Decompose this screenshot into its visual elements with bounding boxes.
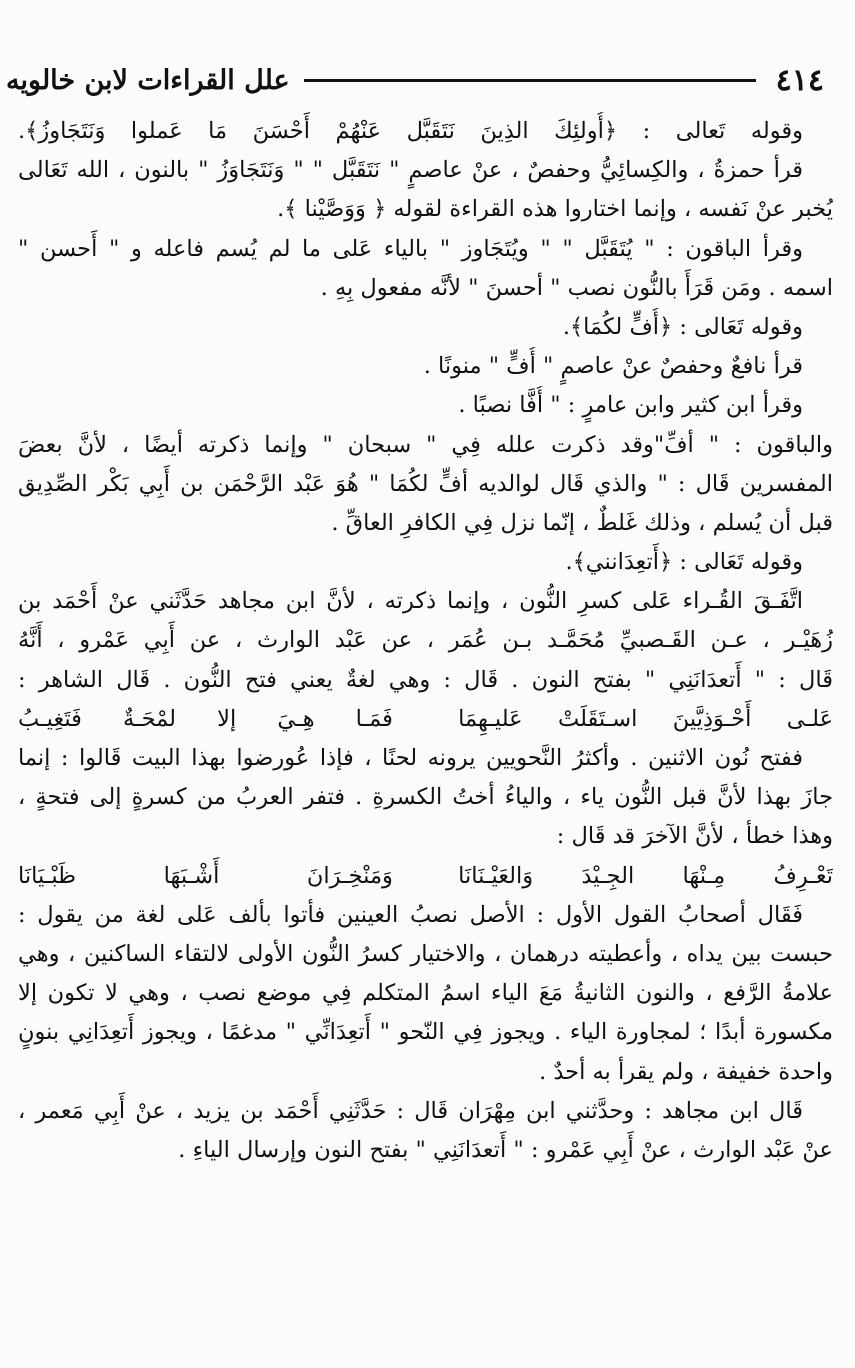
page-header — [6, 58, 824, 102]
text-line: قَال : " أَتعدَانَنِي " بفتح النون . قَال : وهي لغةٌ يعني فتح النُّون . قَال الشاهر : — [18, 666, 833, 693]
verse-first-half: عَلـى أَحْـوَذِيَّينَ اسـتَقَلَتْ عَليـهِمَا — [458, 705, 833, 732]
verse-second-half: فَمَـا هِـيَ إلا لمْحَـةٌ فَتَغِيـبُ — [18, 705, 393, 732]
text-line: اسمه . ومَن قَرَأَ بالنُّون نصب " أحسنَ " لأنَّه مفعول بِهِ . — [320, 274, 833, 301]
text-line: عنْ عَبْد الوارث ، عنْ أَبِي عَمْرو : " أَتعدَانَنِي " بفتح النون وإرسال الياءِ . — [178, 1136, 833, 1163]
page-body — [18, 112, 833, 1170]
text-line: مكسورة أبدًا ؛ لمجاورة الياء . ويجوز فِي النّحو " أَتعِدَانِّي " مدغمًا ، ويجوز أَتعِدَانِي بنونٍ — [18, 1019, 833, 1046]
text-line: جازَ بهذا لأنَّ قبل النُّون ياء ، والياءُ أختُ الكسرةِ . فتفر العربُ من كسرةٍ إلى فتحةٍ ، — [18, 784, 833, 811]
text-line: قبل أن يُسلم ، وذلك غَلطٌ ، إنّما نزل فِي الكافرِ العاقِّ . — [331, 509, 833, 536]
text-line: والباقون : " أفِّ"وقد ذكرت علله فِي " سبحان " وإنما ذكرته أيضًا ، لأنَّ بعضَ — [18, 431, 833, 458]
text-line: وهذا خطأ ، لأنَّ الآخرَ قد قَال : — [556, 823, 833, 850]
poetry-verse — [18, 857, 833, 896]
text-line: وقوله تَعَالى : ﴿أُفٍّ لكُمَا﴾. — [562, 313, 803, 340]
text-line: اتَّفَـقَ القُـراء عَلى كسرِ النُّون ، وإنما ذكرته ، لأنَّ ابن مجاهد حَدَّثَني عنْ أَحْمَد بن — [18, 588, 803, 615]
page-number: ٤١٤ — [775, 62, 824, 98]
text-line: المفسرين قَال : " والذي قَال لوالديه أفٍّ لكُمَا " هُوَ عَبْد الرَّحْمَن بن أَبِي بَكْر الصِّدِيق — [18, 470, 833, 497]
text-line: حبست بين يداه ، وأعطيته درهمان ، والاختيار كسرُ النُّون الأولى لالتقاء الساكنين ، وهي — [18, 940, 833, 967]
verse-first-half: تَعْـرِفُ مِـنْهَا الجِـيْدَ وَالعَيْـنَانَا — [458, 862, 833, 889]
text-line: وقرأ الباقون : " يُتَقَبَّل " " ويُتَجَاوز " بالياء عَلى ما لم يُسم فاعله و " أَحسن " — [18, 235, 803, 262]
text-line: واحدة خفيفة ، ولم يقرأ به أحدٌ . — [539, 1058, 833, 1085]
poetry-verse — [18, 700, 833, 739]
text-line: يُخبر عنْ نَفسه ، وإنما اختاروا هذه القراءة لقوله ﴿ وَوَصَّيْنا ﴾. — [277, 196, 833, 223]
text-line: علامةُ الرَّفع ، والنون الثانيةُ مَعَ الياء اسمُ المتكلم فِي موضع نصب ، وهي لا تكون إلا — [18, 980, 833, 1007]
running-title: علل القراءات لابن خالويه — [6, 64, 290, 96]
text-line: قرأ نافعٌ وحفصٌ عنْ عاصمٍ " أُفٍّ " منونًا . — [423, 353, 803, 380]
verse-second-half: وَمَنْخِـرَانَ أَشْـبَهَا ظَبْـيَانَا — [18, 862, 393, 889]
text-line: فَقَال أصحابُ القول الأول : الأصل نصبُ العينين فأتوا بألف عَلى لغة من يقول : — [18, 901, 803, 928]
text-line: وقرأ ابن كثير وابن عامرٍ : " أُفَّا نصبًا . — [458, 392, 803, 419]
header-rule — [304, 79, 756, 82]
text-line: قرأ حمزةُ ، والكِسائِيُّ وحفصٌ ، عنْ عاصمٍ " نَتَقَبَّل " " وَنَتَجَاوَزُ " بالنون ، الله تَعَالى — [18, 157, 803, 184]
text-line: زُهَيْـر ، عـن القَـصبيِّ مُحَمَّـد بـن عُمَر ، عن عَبْد الوارث ، عن أَبِي عَمْرو ، أَنَّهُ — [18, 627, 833, 654]
text-line: وقوله تَعَالى : ﴿أَتعِدَانني﴾. — [565, 549, 803, 576]
text-line: قَال ابن مجاهد : وحدَّثني ابن مِهْرَان قَال : حَدَّثَنِي أَحْمَد بن يزيد ، عنْ أَبِي مَعمر ، — [18, 1097, 803, 1124]
text-line: وقوله تَعالى : ﴿أُولئِكَ الذِينَ نَتَقَبَّل عَنْهُمْ أَحْسَنَ مَا عَملوا وَنَتَجَاوزُ﴾. — [18, 118, 803, 144]
text-line: ففتح نُون الاثنين . وأكثرُ النَّحويين يرونه لحنًا ، فإذا عُورضوا بهذا البيت قَالوا : إنما — [18, 745, 803, 771]
